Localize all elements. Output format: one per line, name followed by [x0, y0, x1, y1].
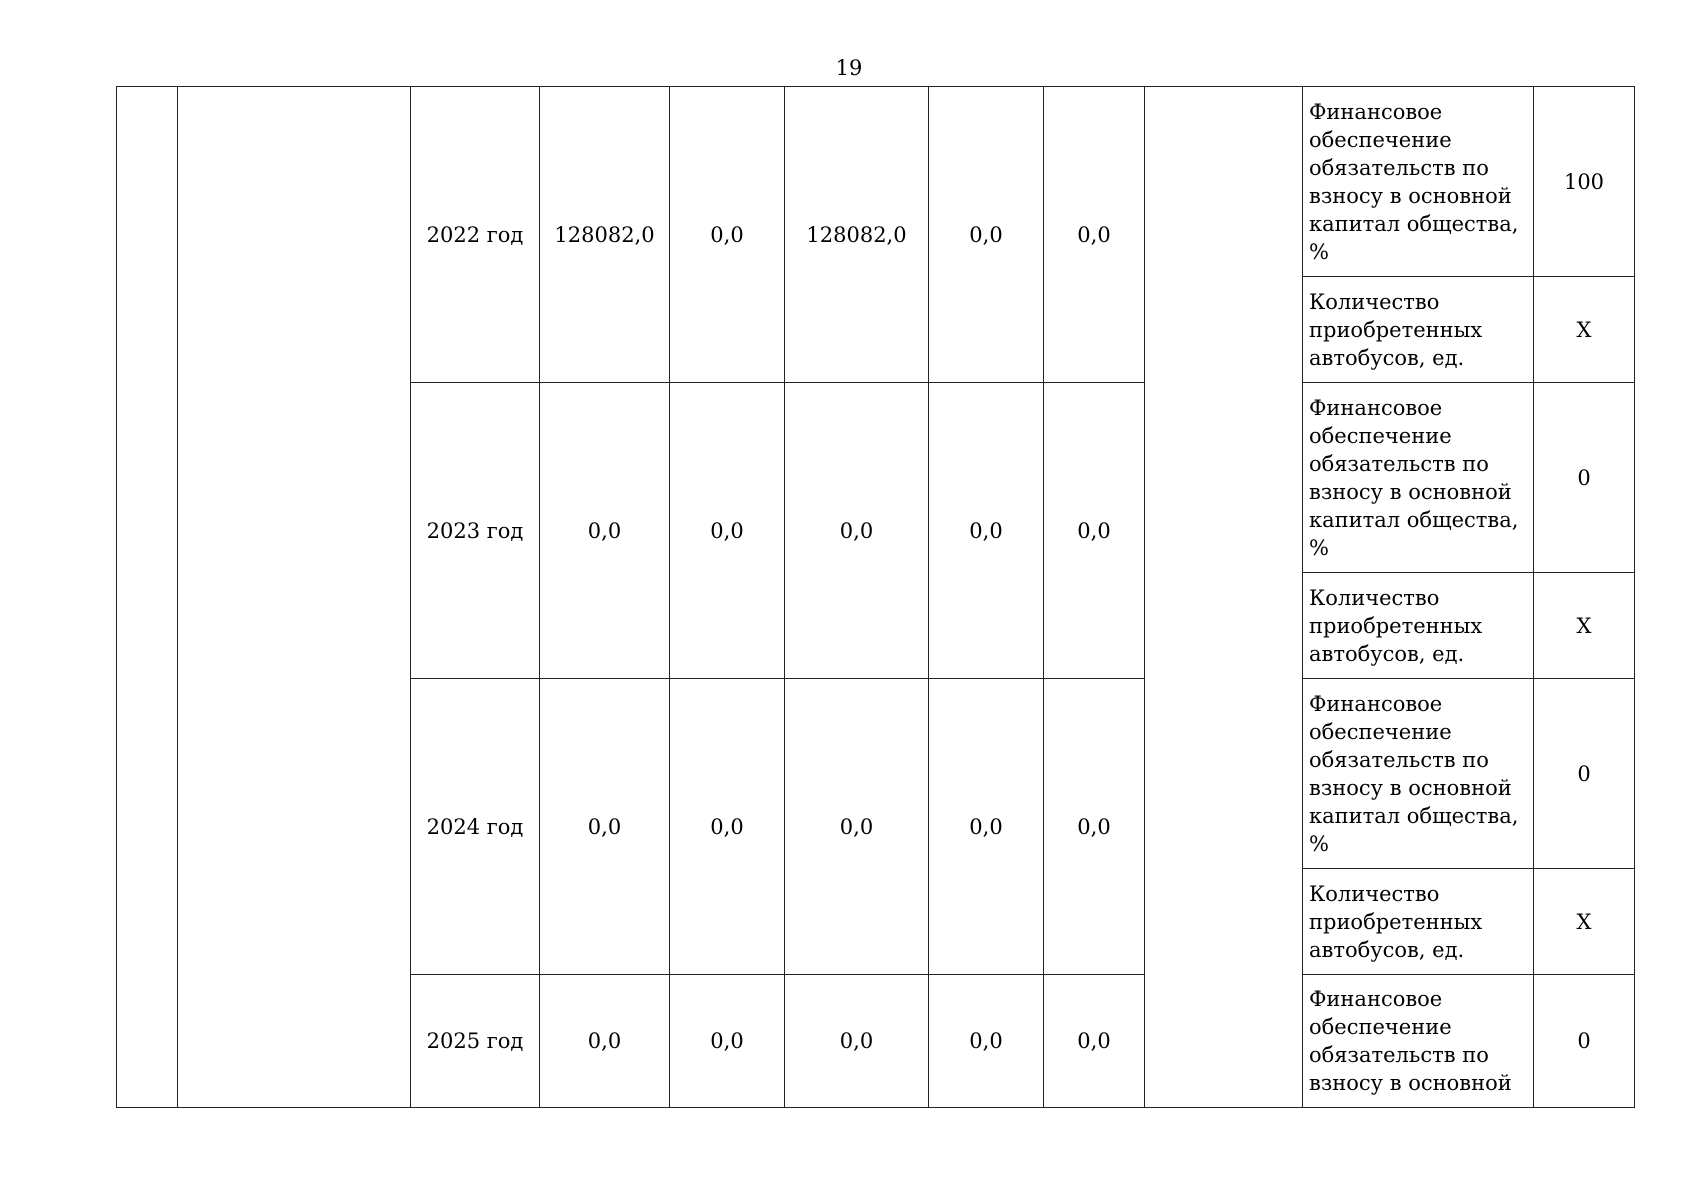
indicator-name: Количество приобретенных автобусов, ед.: [1303, 573, 1534, 679]
indicator-value: 0: [1534, 975, 1635, 1108]
event-name-cell: [178, 87, 411, 1108]
indicator-value: 0: [1534, 679, 1635, 869]
indicator-value: 100: [1534, 87, 1635, 277]
value-cell: 0,0: [670, 87, 785, 383]
indicator-name: Количество приобретенных автобусов, ед.: [1303, 277, 1534, 383]
number-cell: [117, 87, 178, 1108]
indicator-value: 0: [1534, 383, 1635, 573]
value-cell: 128082,0: [785, 87, 929, 383]
indicator-name: Финансовое обеспечение обязательств по взносу в основной капитал общества, %: [1303, 87, 1534, 277]
financing-table: [116, 86, 1635, 1108]
table-row: [117, 87, 1635, 277]
value-cell: 0,0: [785, 679, 929, 975]
indicator-name: Финансовое обеспечение обязательств по взносу в основной капитал общества, %: [1303, 383, 1534, 573]
value-cell: 0,0: [1044, 975, 1145, 1108]
indicator-name: Количество приобретенных автобусов, ед.: [1303, 869, 1534, 975]
indicator-name: Финансовое обеспечение обязательств по взносу в основной: [1303, 975, 1534, 1108]
executor-cell: [1145, 87, 1303, 1108]
year-cell: 2025 год: [411, 975, 540, 1108]
value-cell: 0,0: [670, 679, 785, 975]
value-cell: 0,0: [1044, 679, 1145, 975]
value-cell: 0,0: [929, 975, 1044, 1108]
value-cell: 0,0: [540, 975, 670, 1108]
indicator-value: Х: [1534, 869, 1635, 975]
value-cell: 0,0: [785, 383, 929, 679]
indicator-name: Финансовое обеспечение обязательств по взносу в основной капитал общества, %: [1303, 679, 1534, 869]
value-cell: 0,0: [670, 975, 785, 1108]
indicator-value: Х: [1534, 573, 1635, 679]
year-cell: 2023 год: [411, 383, 540, 679]
value-cell: 0,0: [540, 383, 670, 679]
value-cell: 0,0: [929, 87, 1044, 383]
value-cell: 0,0: [540, 679, 670, 975]
value-cell: 0,0: [929, 383, 1044, 679]
year-cell: 2024 год: [411, 679, 540, 975]
value-cell: 128082,0: [540, 87, 670, 383]
value-cell: 0,0: [1044, 87, 1145, 383]
page-number: 19: [835, 56, 863, 80]
value-cell: 0,0: [785, 975, 929, 1108]
indicator-value: Х: [1534, 277, 1635, 383]
value-cell: 0,0: [929, 679, 1044, 975]
value-cell: 0,0: [1044, 383, 1145, 679]
year-cell: 2022 год: [411, 87, 540, 383]
value-cell: 0,0: [670, 383, 785, 679]
